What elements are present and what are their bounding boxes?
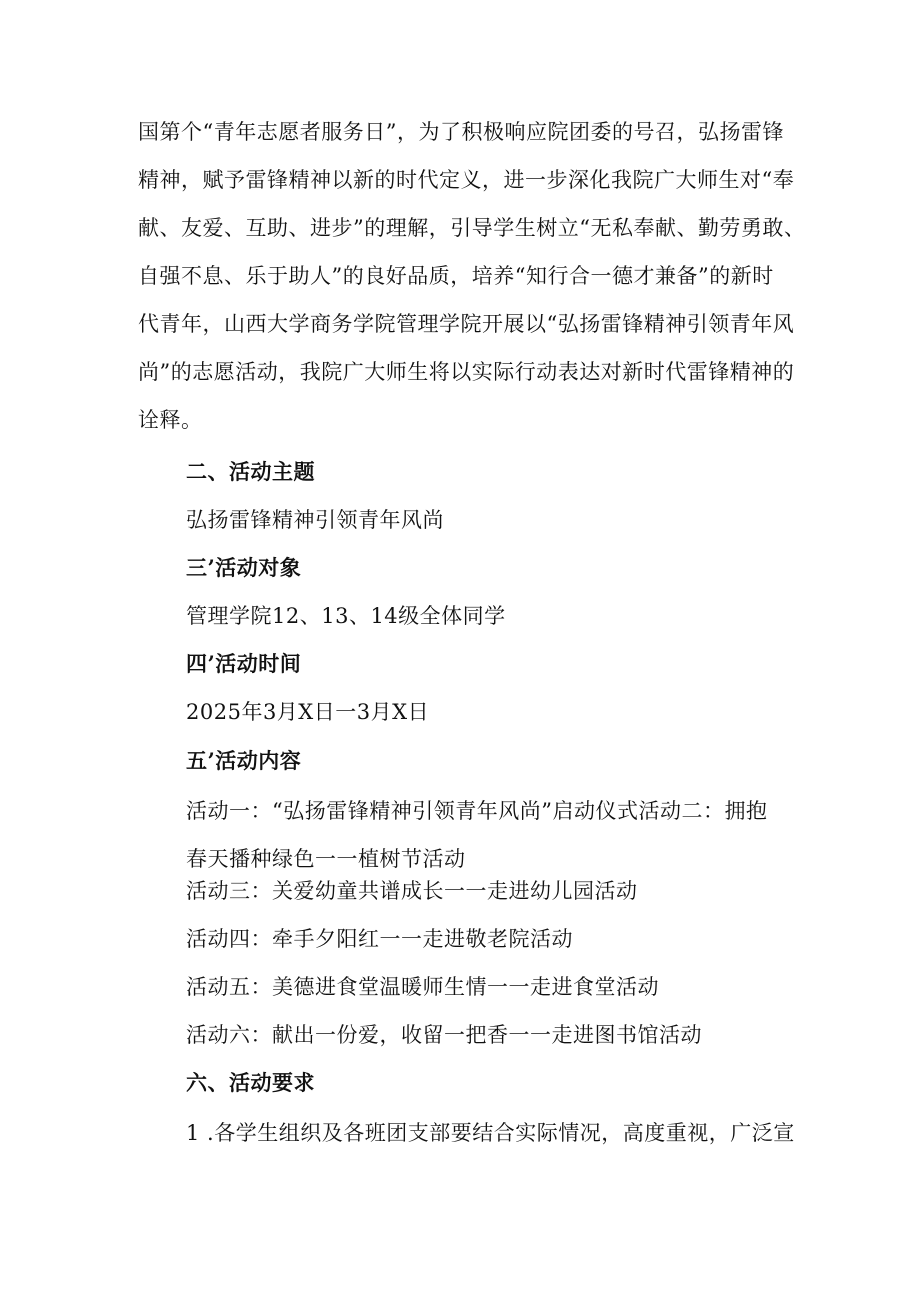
intro-line-3: 献、友爱、互助、进步”的理解，引导学生树立“无私奉献、勤劳勇敢、 — [138, 216, 806, 240]
section-time-content: 2025年3月X日一3月X日 — [186, 700, 430, 724]
intro-line-7: 诠释。 — [138, 408, 203, 432]
intro-line-4: 自强不息、乐于助人”的良好品质，培养“知行合一德才兼备”的新时 — [138, 264, 774, 288]
activity-line-5: 活动五：美德进食堂温暖师生情一一走进食堂活动 — [186, 975, 659, 999]
section-time-heading: 四’活动时间 — [186, 651, 302, 676]
intro-line-2: 精神，赋予雷锋精神以新的时代定义，进一步深化我院广大师生对“奉 — [138, 168, 795, 192]
section-target-heading: 三’活动对象 — [186, 555, 302, 580]
section-theme-content: 弘扬雷锋精神引领青年风尚 — [186, 508, 444, 532]
intro-line-1: 国第个“青年志愿者服务日”，为了积极响应院团委的号召，弘扬雷锋 — [138, 120, 784, 144]
intro-line-5: 代青年，山西大学商务学院管理学院开展以“弘扬雷锋精神引领青年风 — [138, 312, 795, 336]
activity-line-2: 春天播种绿色一一植树节活动 — [186, 847, 466, 871]
activity-line-6: 活动六：献出一份爱，收留一把香一一走进图书馆活动 — [186, 1023, 702, 1047]
activity-line-4: 活动四：牵手夕阳红一一走进敬老院活动 — [186, 927, 573, 951]
section-target-content: 管理学院12、13、14级全体同学 — [186, 604, 506, 628]
section-requirements-heading: 六、活动要求 — [186, 1070, 315, 1095]
intro-line-6: 尚”的志愿活动，我院广大师生将以实际行动表达对新时代雷锋精神的 — [138, 360, 795, 384]
activity-line-1: 活动一：“弘扬雷锋精神引领青年风尚”启动仪式活动二：拥抱 — [186, 799, 768, 823]
section-theme-heading: 二、活动主题 — [186, 459, 315, 484]
section-content-heading: 五’活动内容 — [186, 748, 302, 773]
activity-line-3: 活动三：关爱幼童共谱成长一一走进幼儿园活动 — [186, 879, 638, 903]
requirement-item-1: 1 .各学生组织及各班团支部要结合实际情况，高度重视，广泛宣 — [186, 1121, 795, 1145]
